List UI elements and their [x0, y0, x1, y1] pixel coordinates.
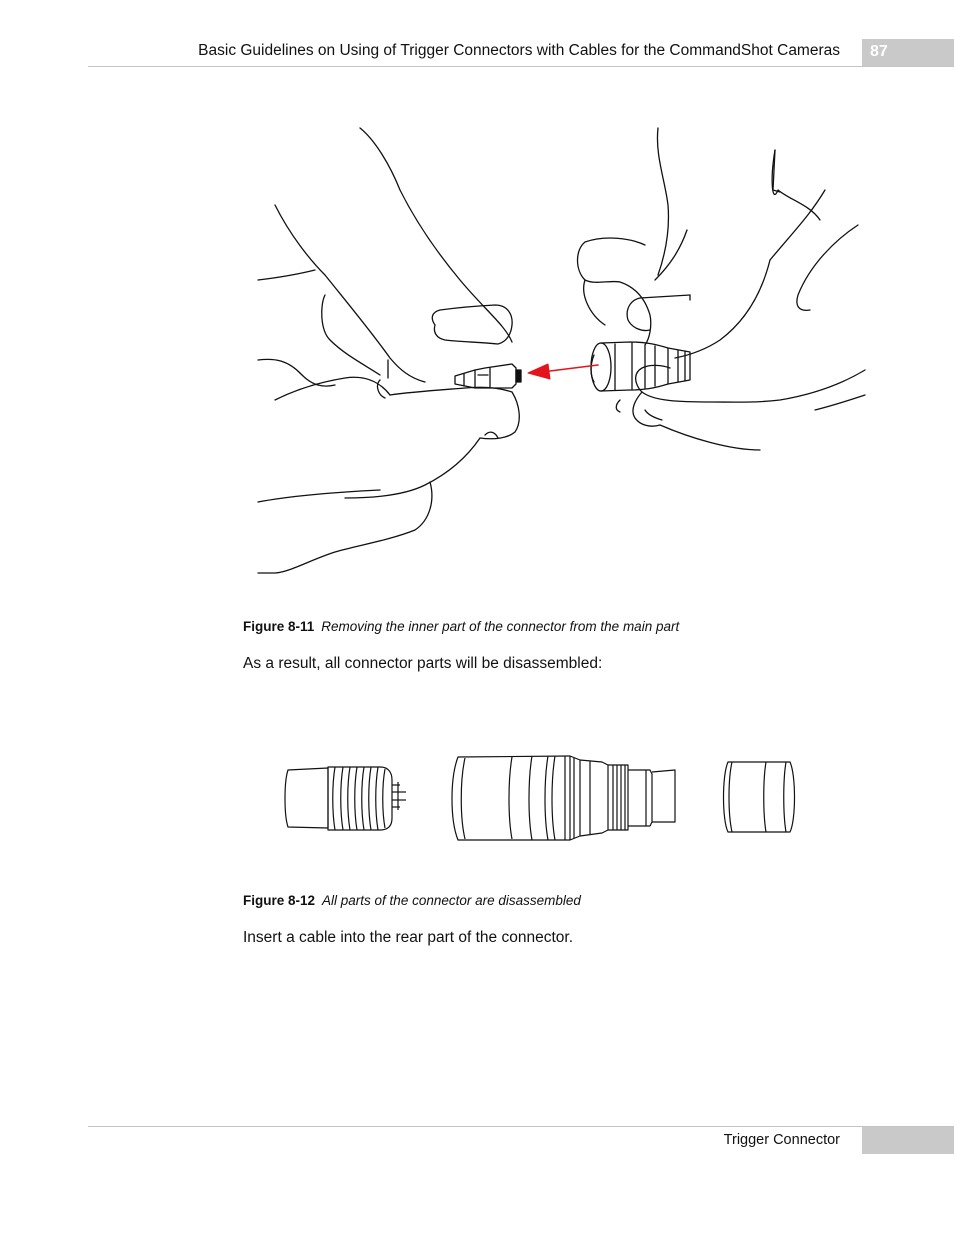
- body-paragraph: Insert a cable into the rear part of the connector.: [243, 929, 574, 946]
- page-number: 87: [870, 43, 888, 60]
- footer-badge: [862, 1127, 954, 1154]
- figure-caption-text: All parts of the connector are disassembled: [322, 893, 581, 908]
- figure-disassembled-connector: [280, 750, 800, 845]
- inner-connector-part: [455, 364, 521, 388]
- connector-outer-sleeve-drawing: [724, 762, 795, 832]
- figure-label: Figure 8-11: [243, 619, 315, 634]
- figure-hands-removing-connector: [250, 120, 870, 585]
- connector-inner-part-drawing: [285, 767, 406, 830]
- main-connector-body: [591, 342, 690, 391]
- body-paragraph: As a result, all connector parts will be disassembled:: [243, 655, 603, 672]
- page-number-badge: [862, 39, 954, 67]
- figure-caption: [243, 893, 581, 908]
- right-hand-illustration: [578, 128, 866, 450]
- removal-direction-arrow: [528, 364, 598, 379]
- footer-divider: [88, 1126, 954, 1127]
- figure-caption-text: Removing the inner part of the connector from the main part: [321, 619, 680, 634]
- connector-main-body-drawing: [452, 756, 675, 840]
- figure-caption: [243, 619, 679, 634]
- header-divider: [88, 66, 954, 67]
- footer-section-title: Trigger Connector: [723, 1132, 840, 1148]
- page-header-title: Basic Guidelines on Using of Trigger Connectors with Cables for the CommandShot Cameras: [198, 42, 840, 59]
- figure-label: Figure 8-12: [243, 893, 316, 908]
- left-hand-illustration: [258, 128, 519, 573]
